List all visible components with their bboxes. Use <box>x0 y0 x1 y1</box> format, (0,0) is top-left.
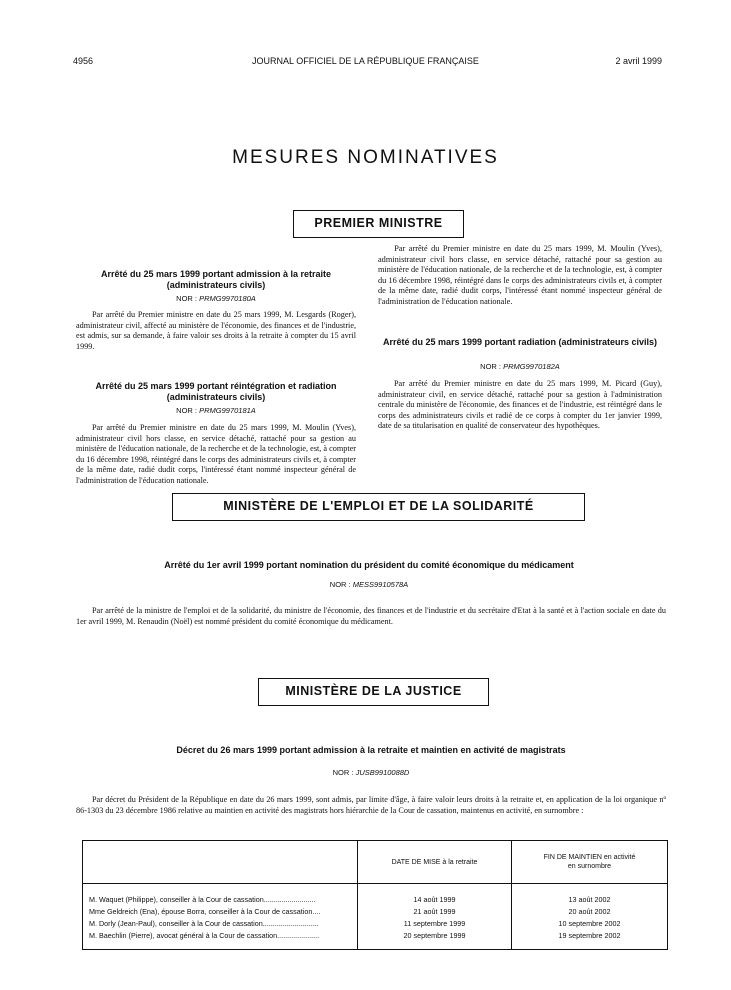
magistrates-table <box>82 840 668 950</box>
nor-reference: NOR : PRMG9970180A <box>176 294 256 303</box>
arrete-title: Arrêté du 25 mars 1999 portant radiation (administrateurs civils) <box>382 337 658 347</box>
arrete-title: Arrêté du 25 mars 1999 portant admission à la retraite (administrateurs civils) <box>100 269 332 290</box>
nor-reference: NOR : PRMG9970181A <box>176 406 256 415</box>
arrete-text: Par arrêté du Premier ministre en date du 25 mars 1999, M. Picard (Guy), administrateur civil, en service détaché, rattaché pour sa gestion à l'administration centrale du ministère de l'économie, des finances et de l'industrie, est réintégré dans le corps des administrateurs civils et radié de ce corps à compter du 1er janvier 1999, date de sa titularisation en qualité de conservateur des hypothèques. <box>378 379 662 430</box>
arrete-title: Arrêté du 1er avril 1999 portant nomination du président du comité économique du médicament <box>164 560 574 570</box>
arrete-title: Arrêté du 25 mars 1999 portant réintégration et radiation (administrateurs civils) <box>95 381 337 402</box>
issue-date: 2 avril 1999 <box>615 56 662 66</box>
table-row-name: M. Baechlin (Pierre), avocat général à la Cour de cassation..................... <box>89 931 320 940</box>
arrete-text-continued: Par arrêté du Premier ministre en date du 25 mars 1999, M. Moulin (Yves), administrateur civil hors classe, en service détaché, rattaché pour sa gestion au ministère de l'éducation nationale, de la recherche et de la technologie, est, à compter du 16 décembre 1998, réintégré dans le corps des administrateurs civils et, à compter de la même date, radié dudit corps, l'intéressé étant nommé inspecteur général de l'administration de l'éducation nationale. <box>378 244 663 306</box>
page-title: MESURES NOMINATIVES <box>232 147 499 168</box>
nor-reference: NOR : MESS9910578A <box>329 580 409 589</box>
table-row-name: M. Dorly (Jean-Paul), conseiller à la Cour de cassation............................ <box>89 919 319 928</box>
table-header-date-retraite: DATE DE MISE à la retraite <box>391 858 478 866</box>
section-heading-emploi: MINISTÈRE DE L'EMPLOI ET DE LA SOLIDARITÉ <box>172 493 585 521</box>
table-header-fin-maintien: FIN DE MAINTIEN en activité en surnombre <box>543 854 636 870</box>
table-row-name: Mme Geldreich (Ena), épouse Borra, conseiller à la Cour de cassation.... <box>89 907 321 916</box>
section-heading-justice: MINISTÈRE DE LA JUSTICE <box>258 678 489 706</box>
decret-title: Décret du 26 mars 1999 portant admission à la retraite et maintien en activité de magistrats <box>176 745 566 755</box>
table-cell-date-retraite: 14 août 1999 <box>413 895 456 904</box>
table-cell-fin-maintien: 20 août 2002 <box>568 907 611 916</box>
table-cell-date-retraite: 11 septembre 1999 <box>403 919 466 928</box>
table-cell-fin-maintien: 13 août 2002 <box>568 895 611 904</box>
table-cell-fin-maintien: 10 septembre 2002 <box>558 919 621 928</box>
table-cell-date-retraite: 21 août 1999 <box>413 907 456 916</box>
nor-reference: NOR : JUSB9910088D <box>332 768 410 777</box>
table-row-name: M. Waquet (Philippe), conseiller à la Cour de cassation.......................... <box>89 895 316 904</box>
section-heading-premier-ministre: PREMIER MINISTRE <box>293 210 464 238</box>
arrete-text: Par arrêté du Premier ministre en date du 25 mars 1999, M. Lesgards (Roger), administrateur civil, affecté au ministère de l'économie, des finances et de l'industrie, est admis, sur sa demande, à faire valoir ses droits à la retraite à compter du 15 avril 1999. <box>76 310 356 351</box>
table-cell-date-retraite: 20 septembre 1999 <box>403 931 466 940</box>
arrete-text: Par arrêté de la ministre de l'emploi et de la solidarité, du ministre de l'économie, des finances et de l'industrie et du secrétaire d'Etat à la santé et à l'action sociale en date du 1er avril 1999, M. Renaudin (Noël) est nommé président du comité économique du médicament. <box>76 606 666 626</box>
table-cell-fin-maintien: 19 septembre 2002 <box>558 931 621 940</box>
arrete-text: Par arrêté du Premier ministre en date du 25 mars 1999, M. Moulin (Yves), administrateur civil hors classe, en service détaché, rattaché pour sa gestion au ministère de l'éducation nationale, de la recherche et de la technologie, est, à compter du 16 décembre 1998, réintégré dans le corps des administrateurs civils et, à compter de la même date, radié dudit corps, l'intéressé étant nommé inspecteur général de l'administration de l'éducation nationale. <box>76 423 356 485</box>
decret-text: Par décret du Président de la République en date du 26 mars 1999, sont admis, par limite d'âge, à faire valoir leurs droits à la retraite et, en application de la loi organique nº 86-1303 du 23 décembre 1986 relative au maintien en activité des magistrats hors hiérarchie de la Cour de cassation, maintenus en activité, en surnombre : <box>76 795 666 815</box>
page-number: 4956 <box>73 56 94 66</box>
nor-reference: NOR : PRMG9970182A <box>480 362 560 371</box>
journal-title: JOURNAL OFFICIEL DE LA RÉPUBLIQUE FRANÇAISE <box>252 56 479 66</box>
